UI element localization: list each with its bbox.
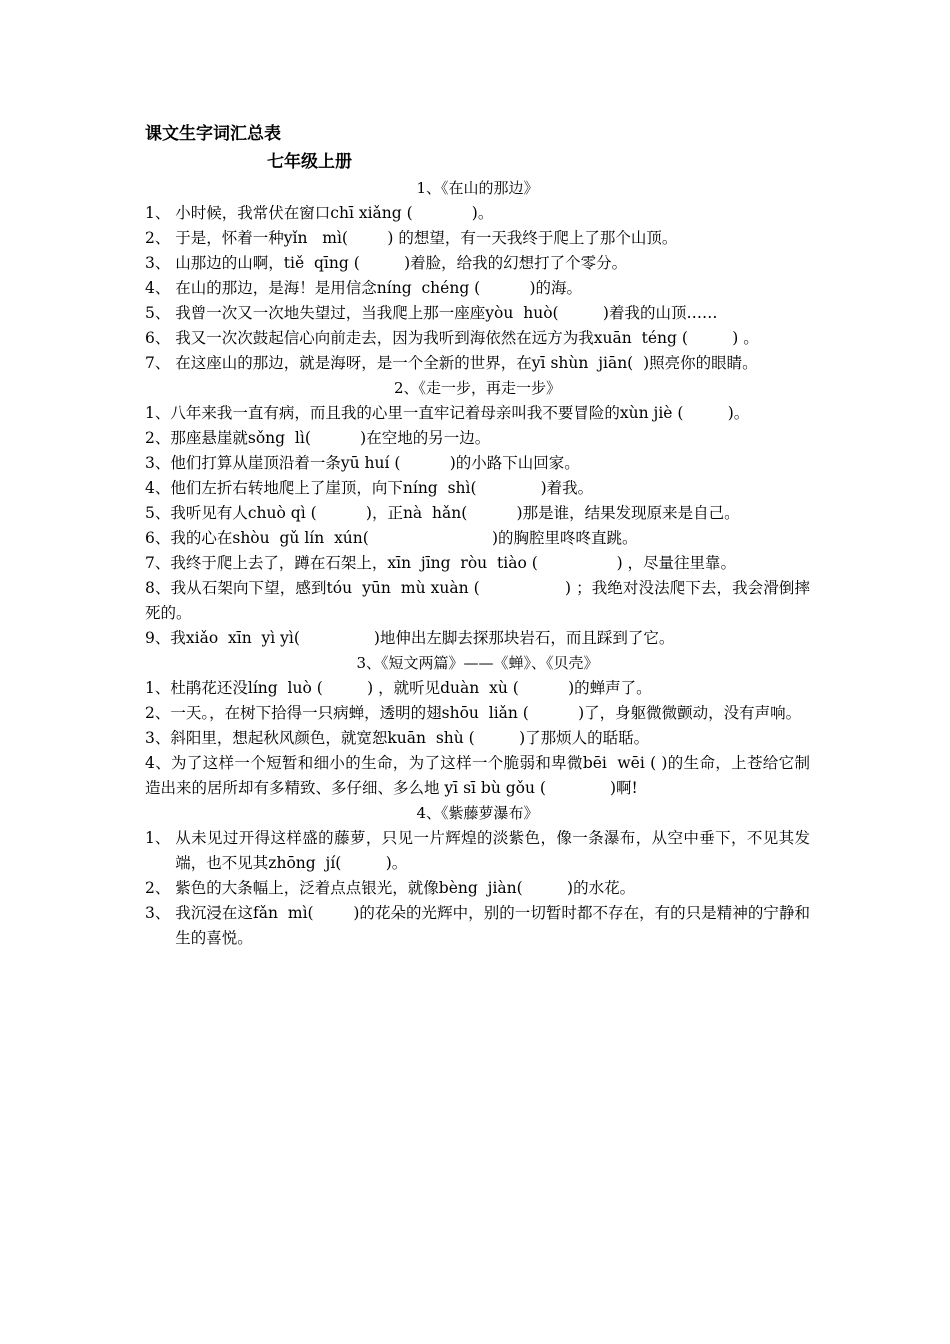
item-number: 2、	[145, 704, 171, 722]
item-number: 3、	[145, 454, 171, 472]
item-number: 8、	[145, 579, 171, 597]
item-number: 4、	[145, 754, 172, 772]
item-text: 我终于爬上去了，蹲在石架上，xīn jīng ròu tiào ( ) ，尽量往里靠。	[170, 554, 737, 572]
item-text: 小时候，我常伏在窗口chī xiǎng ( )。	[175, 204, 494, 222]
item-number: 6、	[145, 529, 171, 547]
item-text: 我的心在shòu gǔ lín xún( )的胸腔里咚咚直跳。	[170, 529, 638, 547]
item-number: 3、	[145, 729, 171, 747]
item-text: 在山的那边，是海！是用信念níng chéng ( )的海。	[175, 279, 583, 297]
item-text: 我曾一次又一次地失望过，当我爬上那一座座yòu huò( )着我的山顶……	[175, 304, 718, 322]
item-number: 2、	[145, 429, 171, 447]
item-text: 一天。，在树下拾得一只病蝉，透明的翅shōu liǎn ( )了，身躯微微颤动，没有声响。	[170, 704, 802, 722]
exercise-item	[145, 576, 810, 626]
item-number: 4、	[145, 479, 171, 497]
item-number: 5、	[145, 304, 176, 322]
exercise-item	[145, 726, 810, 751]
item-number: 2、	[145, 229, 176, 247]
exercise-item	[145, 751, 810, 801]
exercise-item	[145, 626, 810, 651]
item-text: 他们左折右转地爬上了崖顶，向下níng shì( )着我。	[170, 479, 594, 497]
item-number: 7、	[145, 354, 176, 372]
exercise-item	[145, 826, 810, 876]
section-heading: 1、《在山的那边》	[416, 179, 539, 197]
item-number: 3、	[145, 904, 176, 922]
exercise-item	[145, 476, 810, 501]
exercise-item	[145, 676, 810, 701]
section-heading: 2、《走一步，再走一步》	[393, 379, 562, 397]
item-number: 1、	[145, 204, 176, 222]
item-text: 我xiǎo xīn yì yì( )地伸出左脚去探那块岩石，而且踩到了它。	[170, 629, 675, 647]
item-text: 紫色的大条幅上，泛着点点银光，就像bèng jiàn( )的水花。	[175, 879, 636, 897]
item-number: 1、	[145, 829, 176, 847]
item-number: 4、	[145, 279, 176, 297]
item-number: 1、	[145, 404, 171, 422]
item-text: 我听见有人chuò qì ( )，正nà hǎn( )那是谁，结果发现原来是自己。	[170, 504, 740, 522]
item-text: 杜鹃花还没líng luò ( ) ，就听见duàn xù ( )的蝉声了。	[170, 679, 652, 697]
item-text: 山那边的山啊，tiě qīng ( )着脸，给我的幻想打了个零分。	[175, 254, 628, 272]
item-text: 八年来我一直有病，而且我的心里一直牢记着母亲叫我不要冒险的xùn jiè ( )。	[170, 404, 750, 422]
exercise-item	[145, 901, 810, 951]
item-number: 7、	[145, 554, 171, 572]
item-text: 我沉浸在这fǎn mì( )的花朵的光辉中，别的一切暂时都不存在，有的只是精神的宁静和生的喜悦。	[175, 904, 810, 947]
item-number: 9、	[145, 629, 171, 647]
exercise-item	[145, 226, 810, 251]
item-number: 5、	[145, 504, 171, 522]
exercise-item	[145, 351, 810, 376]
item-text: 于是，怀着一种yǐn mì( ) 的想望，有一天我终于爬上了那个山顶。	[175, 229, 678, 247]
exercise-item	[145, 401, 810, 426]
document-title: 课文生字词汇总表	[145, 124, 281, 144]
grade-title: 七年级上册	[267, 152, 352, 172]
item-text: 为了这样一个短暂和细小的生命，为了这样一个脆弱和卑微bēi wēi ( )的生命，上苍给它制造出来的居所却有多精致、多仔细、多么地 yī sī bù gǒu ( )啊!	[145, 754, 810, 797]
item-text: 那座悬崖就sǒng lì( )在空地的另一边。	[170, 429, 491, 447]
exercise-item	[145, 201, 810, 226]
exercise-item	[145, 276, 810, 301]
item-number: 2、	[145, 879, 176, 897]
section-heading: 3、《短文两篇》——《蝉》、《贝壳》	[356, 654, 599, 672]
item-number: 1、	[145, 679, 171, 697]
exercise-item	[145, 326, 810, 351]
exercise-item	[145, 426, 810, 451]
item-text: 从未见过开得这样盛的藤萝，只见一片辉煌的淡紫色，像一条瀑布，从空中垂下，不见其发端，也不见其zhōng jí( )。	[175, 829, 810, 872]
document-page	[145, 120, 810, 951]
exercise-item	[145, 301, 810, 326]
item-text: 我又一次次鼓起信心向前走去，因为我听到海依然在远方为我xuān téng ( ) 。	[175, 329, 759, 347]
exercise-item	[145, 876, 810, 901]
exercise-item	[145, 501, 810, 526]
sections-container	[145, 176, 810, 951]
item-text: 斜阳里，想起秋风颜色，就宽恕kuān shù ( )了那烦人的聒聒。	[170, 729, 650, 747]
item-text: 他们打算从崖顶沿着一条yū huí ( )的小路下山回家。	[170, 454, 580, 472]
exercise-item	[145, 451, 810, 476]
item-number: 6、	[145, 329, 176, 347]
item-text: 在这座山的那边，就是海呀，是一个全新的世界，在yī shùn jiān( )照亮你的眼睛。	[175, 354, 758, 372]
exercise-item	[145, 701, 810, 726]
exercise-item	[145, 251, 810, 276]
section-heading: 4、《紫藤萝瀑布》	[416, 804, 539, 822]
exercise-item	[145, 526, 810, 551]
item-number: 3、	[145, 254, 176, 272]
exercise-item	[145, 551, 810, 576]
item-text: 我从石架向下望，感到tóu yūn mù xuàn ( ) ；我绝对没法爬下去，我会滑倒摔死的。	[145, 579, 810, 622]
